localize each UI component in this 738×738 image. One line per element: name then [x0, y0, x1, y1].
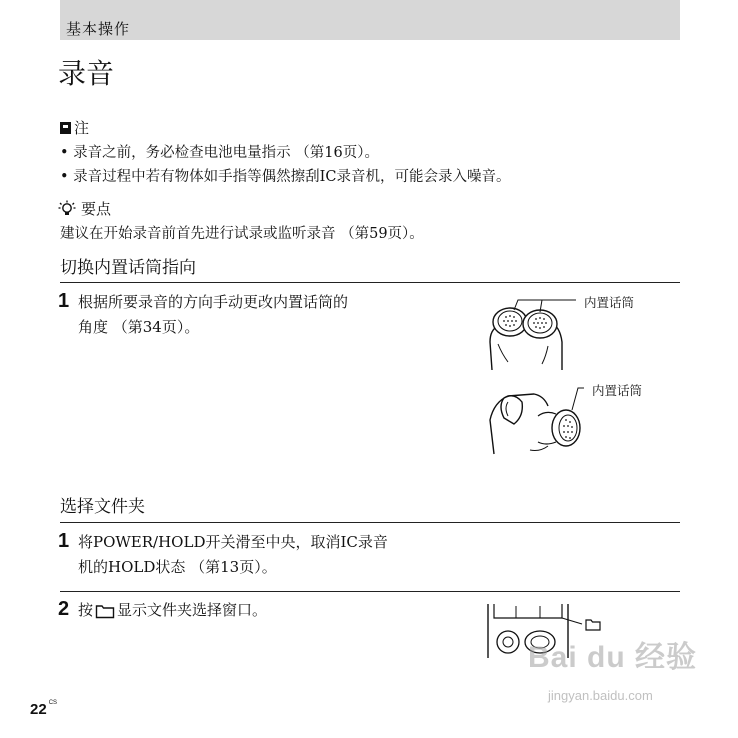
tip-text: 建议在开始录音前首先进行试录或监听录音 （第59页）。 [60, 226, 424, 242]
note-heading-label: 注 [74, 119, 90, 137]
folder-icon [95, 603, 115, 619]
section1-step1-number: 1 [58, 290, 70, 312]
section2-step1-text: 将POWER/HOLD开关滑至中央，取消IC录音 机的HOLD状态 （第13页）。 [78, 533, 388, 576]
note-heading [60, 117, 89, 138]
section2-title: 选择文件夹 [60, 497, 145, 517]
watermark-brand: Bai du 经验 [528, 641, 698, 674]
tip-heading-label: 要点 [81, 200, 112, 218]
figure1-callout: 内置话筒 [584, 295, 635, 310]
section2-step1-number: 1 [58, 530, 70, 552]
watermark-url: jingyan.baidu.com [548, 688, 653, 703]
section1-divider [60, 282, 680, 283]
figure2-callout: 内置话筒 [592, 383, 643, 398]
note-icon [60, 122, 71, 134]
section1-title: 切换内置话筒指向 [60, 258, 196, 278]
tip-heading [58, 198, 111, 219]
page-number: 22 $^{CS}$ [30, 700, 58, 718]
language-code: CS [48, 700, 58, 706]
lightbulb-icon [58, 200, 76, 218]
section2-step2-text: 按 显示文件夹选择窗口。 [78, 601, 268, 619]
section1-step1-text: 根据所要录音的方向手动更改内置话筒的 角度 （第34页）。 [78, 293, 349, 336]
page-title: 录音 [58, 57, 115, 90]
section2-step-divider [60, 591, 680, 592]
section-header-bar [60, 0, 680, 40]
section2-divider [60, 522, 680, 523]
section2-step2-number: 2 [58, 598, 70, 620]
note-item-2: • 录音过程中若有物体如手指等偶然擦刮IC录音机，可能会录入噪音。 [60, 169, 511, 185]
section-label: 基本操作 [66, 20, 131, 38]
note-item-1: • 录音之前，务必检查电池电量指示 （第16页）。 [60, 145, 379, 161]
